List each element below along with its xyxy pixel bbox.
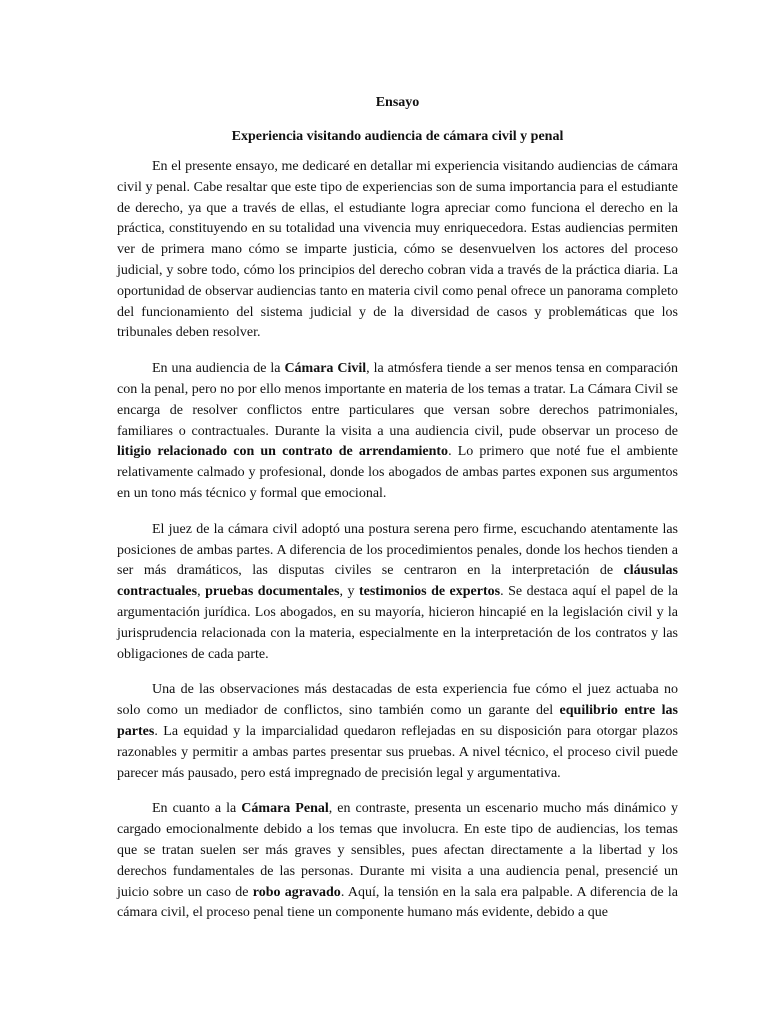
paragraph <box>117 799 678 924</box>
bold-phrase: Cámara Penal <box>241 801 329 817</box>
paragraph-text: . Lo primero que noté fue el ambiente relativamente calmado y profesional, donde los abogados de ambas partes exponen sus argumentos en un tono más técnico y formal que emocional. <box>117 444 678 501</box>
bold-phrase: testimonios de expertos <box>358 584 501 600</box>
paragraph-text: , <box>197 584 206 600</box>
paragraph-text: En el presente ensayo, me dedicaré en detallar mi experiencia visitando audiencias de cámara civil y penal. Cabe resaltar que este tipo de experiencias son de suma importancia para el estudiante de derecho, ya que a través de ellas, el estudiante logra apreciar como funciona el derecho en la práctica, constituyendo en su totalidad una vivencia muy enriquecedora. Estas audiencias permiten ver de primera mano cómo se imparte justicia, cómo se desenvuelven los actores del proceso judicial, y sobre todo, cómo los principios del derecho cobran vida a través de la práctica diaria. La oportunidad de observar audiencias tanto en materia civil como penal ofrece un panorama completo del funcionamiento del sistema judicial y de la diversidad de casos y problemáticas que los tribunales deben resolver. <box>117 159 678 341</box>
paragraph-text: , en contraste, presenta un escenario mucho más dinámico y cargado emocionalmente debido a los temas que involucra. En este tipo de audiencias, los temas que se tratan suelen ser más graves y sensibles, pues afectan directamente a la libertad y los derechos fundamentales de las personas. Durante mi visita a una audiencia penal, presencié un juicio sobre un caso de <box>117 801 679 900</box>
paragraph-text: . Se destaca aquí el papel de la argumentación jurídica. Los abogados, en su mayoría, hicieron hincapié en la legislación civil y la jurisprudencia relacionada con la materia, especialmente en la interpretación de los contratos y las obligaciones de cada parte. <box>117 584 679 662</box>
paragraph <box>117 359 678 505</box>
document-title: Ensayo <box>375 95 420 110</box>
paragraph-text: , y <box>339 584 359 600</box>
paragraph <box>117 157 678 344</box>
bold-phrase: pruebas documentales <box>205 584 340 600</box>
bold-phrase: equilibrio entre las partes <box>117 703 678 739</box>
document-subtitle: Experiencia visitando audiencia de cámara civil y penal <box>231 129 564 144</box>
paragraph <box>117 520 678 666</box>
document-content <box>117 93 678 924</box>
paragraph-text: Una de las observaciones más destacadas de esta experiencia fue cómo el juez actuaba no solo como un mediador de conflictos, sino también como un garante del <box>117 682 678 719</box>
bold-phrase: robo agravado <box>252 884 341 900</box>
paragraph-text: , la atmósfera tiende a ser menos tensa en comparación con la penal, pero no por ello menos importante en materia de los temas a tratar. La Cámara Civil se encarga de resolver conflictos entre particulares que versan sobre derechos patrimoniales, familiares o contractuales. Durante la visita a una audiencia civil, pude observar un proceso de <box>117 361 679 439</box>
paragraph-text: En una audiencia de la <box>152 361 285 377</box>
paragraph-text: . La equidad y la imparcialidad quedaron reflejadas en su disposición para otorgar plazos razonables y permitir a ambas partes presentar sus pruebas. A nivel técnico, el proceso civil puede parecer más pausado, pero está impregnado de precisión legal y argumentativa. <box>117 723 678 781</box>
paragraph-text: . Aquí, la tensión en la sala era palpable. A diferencia de la cámara civil, el proceso penal tiene un componente humano más evidente, debido a que <box>117 884 679 921</box>
paragraph-text: En cuanto a la <box>152 801 242 817</box>
paragraph <box>117 680 678 784</box>
bold-phrase: litigio relacionado con un contrato de arrendamiento <box>117 444 449 460</box>
bold-phrase: cláusulas contractuales <box>117 563 678 600</box>
bold-phrase: Cámara Civil <box>284 361 367 377</box>
paragraph-text: El juez de la cámara civil adoptó una postura serena pero firme, escuchando atentamente las posiciones de ambas partes. A diferencia de los procedimientos penales, donde los hechos tienden a ser más dramáticos, las disputas civiles se centraron en la interpretación de <box>117 521 678 579</box>
